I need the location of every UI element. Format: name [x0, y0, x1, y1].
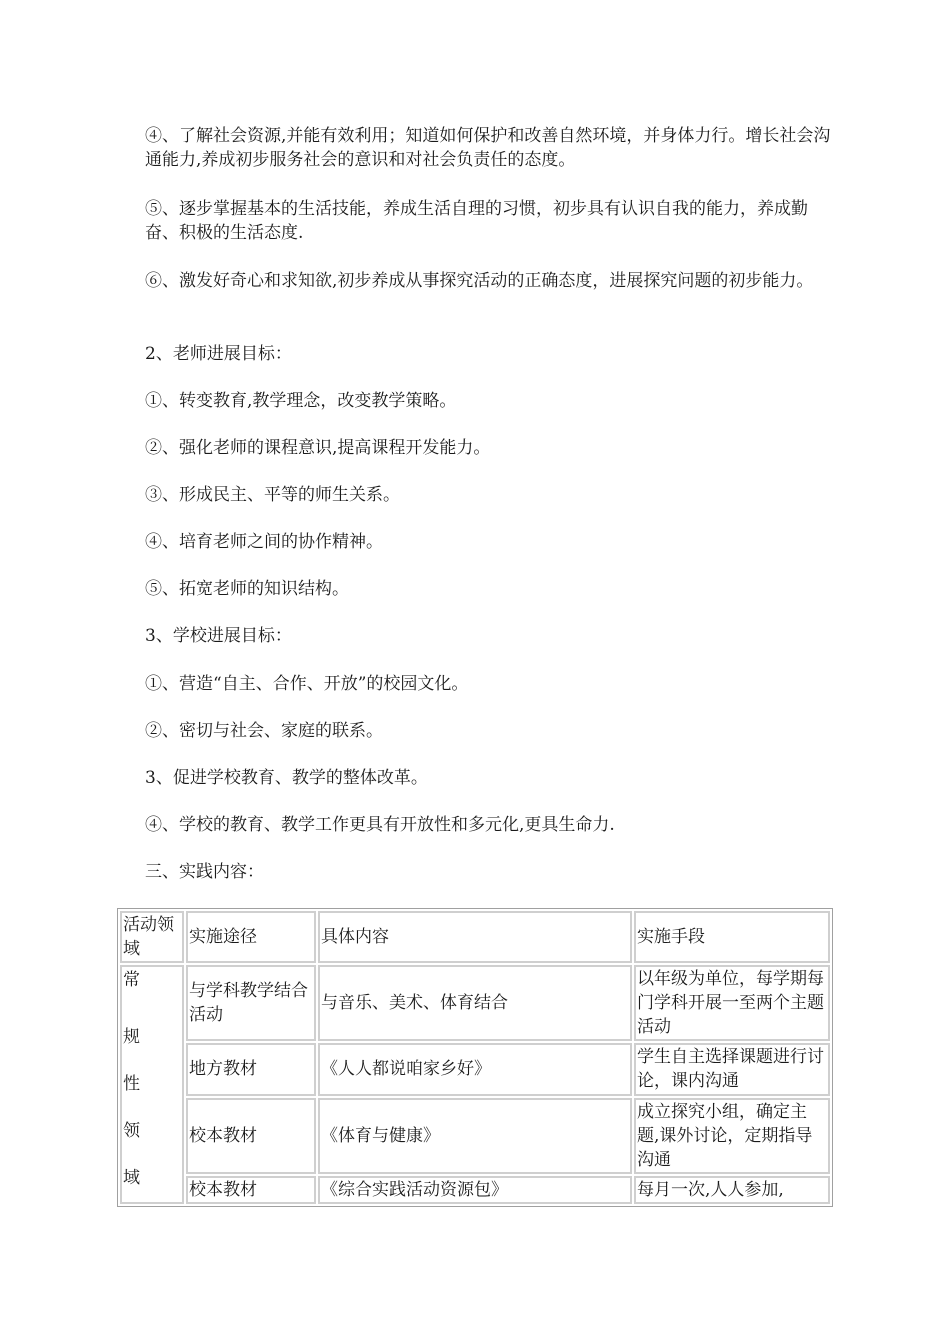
means-cell: 学生自主选择课题进行讨论，课内沟通 [634, 1043, 830, 1095]
paragraph: ①、营造“自主、合作、开放”的校园文化。 [145, 674, 469, 694]
area-char: 规 [123, 1027, 140, 1047]
content-cell: 与音乐、美术、体育结合 [318, 965, 632, 1041]
paragraph: 3、促进学校教育、教学的整体改革。 [145, 768, 428, 788]
practice-content-table [117, 908, 833, 1207]
route-cell: 地方教材 [186, 1043, 316, 1095]
table-header-row [120, 911, 830, 963]
section-heading: 三、实践内容： [145, 862, 264, 882]
table-row [120, 1043, 830, 1095]
paragraph: ④、培育老师之间的协作精神。 [145, 532, 383, 552]
content-cell: 《综合实践活动资源包》 [318, 1176, 632, 1204]
paragraph: ①、转变教育,教学理念，改变教学策略。 [145, 391, 457, 411]
area-char: 性 [123, 1074, 140, 1094]
area-char: 常 [123, 970, 140, 990]
section-heading: 2、老师进展目标： [145, 344, 292, 364]
content-cell: 《人人都说咱家乡好》 [318, 1043, 632, 1095]
means-cell: 以年级为单位，每学期每门学科开展一至两个主题活动 [634, 965, 830, 1041]
paragraph: ⑤、拓宽老师的知识结构。 [145, 579, 349, 599]
table-row [120, 965, 830, 1041]
paragraph: ②、密切与社会、家庭的联系。 [145, 721, 383, 741]
header-cell: 实施手段 [634, 911, 830, 963]
header-cell: 实施途径 [186, 911, 316, 963]
paragraph: ④、了解社会资源,并能有效利用；知道如何保护和改善自然环境，并身体力行。增长社会沟通能力,养成初步服务社会的意识和对社会负责任的态度。 [145, 126, 831, 170]
area-char: 域 [123, 1168, 140, 1188]
paragraph: ②、强化老师的课程意识,提高课程开发能力。 [145, 438, 491, 458]
paragraph: ④、学校的教育、教学工作更具有开放性和多元化,更具生命力. [145, 815, 615, 835]
means-cell: 成立探究小组，确定主题,课外讨论，定期指导沟通 [634, 1098, 830, 1174]
area-cell [120, 965, 184, 1204]
paragraph: ⑤、逐步掌握基本的生活技能，养成生活自理的习惯，初步具有认识自我的能力，养成勤奋、积极的生活态度. [145, 199, 808, 243]
area-char: 领 [123, 1121, 140, 1141]
header-cell: 活动领域 [120, 911, 184, 963]
route-cell: 与学科教学结合活动 [186, 965, 316, 1041]
header-cell: 具体内容 [318, 911, 632, 963]
route-cell: 校本教材 [186, 1176, 316, 1204]
section-heading: 3、学校进展目标： [145, 626, 292, 646]
means-cell: 每月一次,人人参加, [634, 1176, 830, 1204]
table-row [120, 1098, 830, 1174]
table-row [120, 1176, 830, 1204]
content-cell: 《体育与健康》 [318, 1098, 632, 1174]
route-cell: 校本教材 [186, 1098, 316, 1174]
paragraph: ③、形成民主、平等的师生关系。 [145, 485, 400, 505]
paragraph: ⑥、激发好奇心和求知欲,初步养成从事探究活动的正确态度，进展探究问题的初步能力。 [145, 271, 814, 291]
